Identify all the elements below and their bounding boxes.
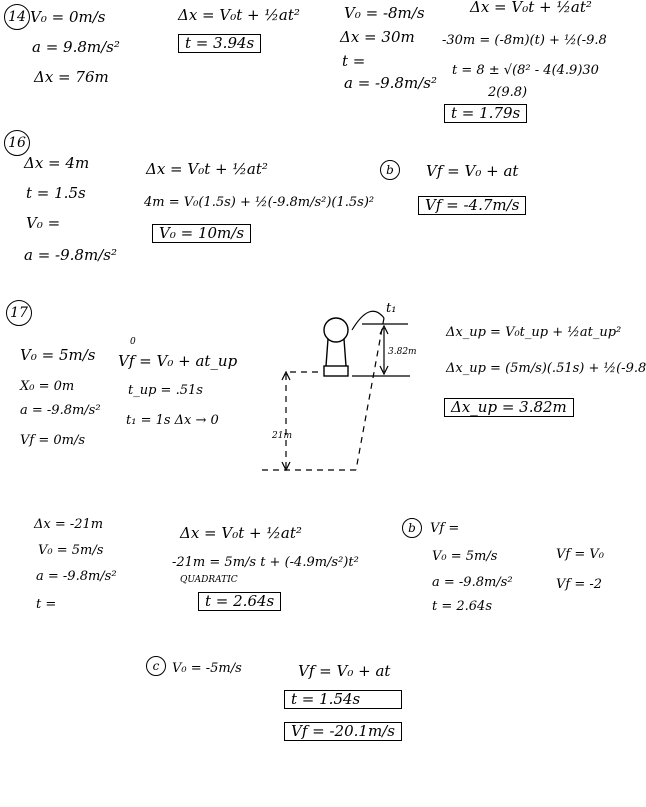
p17-given-v0: V₀ = 5m/s — [20, 346, 96, 364]
p17-b-given-a: a = -9.8m/s² — [432, 575, 513, 590]
p14-equation: Δx = V₀t + ½at² — [178, 6, 300, 24]
p17-c-equation: Vf = V₀ + at — [298, 662, 391, 680]
p17-b-equation: Vf = V₀ — [556, 547, 604, 562]
p15-substitution: -30m = (-8m)(t) + ½(-9.8 — [442, 33, 607, 48]
p17-eq-zero: 0 — [130, 337, 136, 347]
p17-given-a: a = -9.8m/s² — [20, 403, 101, 418]
p17-dx-up-substitution: Δx_up = (5m/s)(.51s) + ½(-9.8 — [446, 361, 646, 376]
p14-given-v0: V₀ = 0m/s — [30, 8, 106, 26]
p16-answer: V₀ = 10m/s — [152, 224, 251, 243]
balloon-icon — [324, 318, 348, 376]
p17-part-b-label: b — [402, 518, 422, 538]
p16-given-v0: V₀ = — [26, 214, 61, 232]
p17-part2-given-a: a = -9.8m/s² — [36, 569, 117, 584]
p17-fig-depth-label: 21m — [272, 431, 292, 441]
p17-b-result: Vf = -2 — [556, 577, 603, 592]
p15-equation: Δx = V₀t + ½at² — [470, 0, 592, 16]
p17-given-vf: Vf = 0m/s — [20, 433, 86, 448]
p17-fig-t1-label: t₁ — [386, 301, 397, 316]
p15-quadratic-numerator: t = 8 ± √(8² - 4(4.9)30 — [452, 63, 599, 78]
p16-part-b-label: b — [380, 160, 400, 180]
p17-part2-given-dx: Δx = -21m — [34, 517, 104, 532]
p17-t1: t₁ = 1s Δx → 0 — [126, 413, 219, 428]
p17-t-up: t_up = .51s — [128, 383, 203, 398]
p17-b-given-vf: Vf = — [430, 521, 460, 536]
p16-substitution: 4m = V₀(1.5s) + ½(-9.8m/s²)(1.5s)² — [144, 195, 375, 210]
p17-part2-given-t: t = — [36, 597, 57, 612]
p17-part2-note: QUADRATIC — [180, 575, 238, 585]
p17-equation: Vf = V₀ + at_up — [118, 352, 238, 370]
p17-c-given-v0: V₀ = -5m/s — [172, 661, 242, 676]
p17-part-c-label: c — [146, 656, 166, 676]
problem-17-number: 17 — [6, 300, 32, 326]
p15-given-t: t = — [342, 52, 366, 70]
p16-part-b-answer: Vf = -4.7m/s — [418, 196, 526, 215]
p17-fig-height-label: 3.82m — [388, 347, 417, 357]
p15-given-v0: V₀ = -8m/s — [344, 4, 425, 22]
p16-given-t: t = 1.5s — [26, 184, 86, 202]
p14-answer: t = 3.94s — [178, 34, 261, 53]
p14-given-dx: Δx = 76m — [34, 68, 109, 86]
p15-given-a: a = -9.8m/s² — [344, 74, 437, 92]
p15-given-dx: Δx = 30m — [340, 28, 415, 46]
p15-quadratic-denominator: 2(9.8) — [488, 85, 528, 100]
p17-part2-equation: Δx = V₀t + ½at² — [180, 524, 302, 542]
problem-16-number: 16 — [4, 130, 30, 156]
p16-given-dx: Δx = 4m — [24, 154, 90, 172]
p17-given-x0: X₀ = 0m — [20, 379, 75, 394]
p16-equation: Δx = V₀t + ½at² — [146, 160, 268, 178]
p17-dx-up-answer: Δx_up = 3.82m — [444, 398, 574, 417]
p17-c-answer-vf: Vf = -20.1m/s — [284, 722, 402, 741]
p15-answer: t = 1.79s — [444, 104, 527, 123]
p17-part2-given-v0: V₀ = 5m/s — [38, 543, 104, 558]
trajectory-arc — [352, 311, 384, 330]
p14-given-a: a = 9.8m/s² — [32, 38, 120, 56]
p17-part2-substitution: -21m = 5m/s t + (-4.9m/s²)t² — [172, 555, 359, 570]
p17-b-given-t: t = 2.64s — [432, 599, 492, 614]
problem-14-number: 14 — [4, 4, 30, 30]
p17-dx-up-equation: Δx_up = V₀t_up + ½at_up² — [446, 325, 622, 340]
p16-given-a: a = -9.8m/s² — [24, 246, 117, 264]
p16-part-b-equation: Vf = V₀ + at — [426, 162, 519, 180]
p17-c-answer-t: t = 1.54s — [284, 690, 402, 709]
p17-part2-answer: t = 2.64s — [198, 592, 281, 611]
p17-b-given-v0: V₀ = 5m/s — [432, 549, 498, 564]
